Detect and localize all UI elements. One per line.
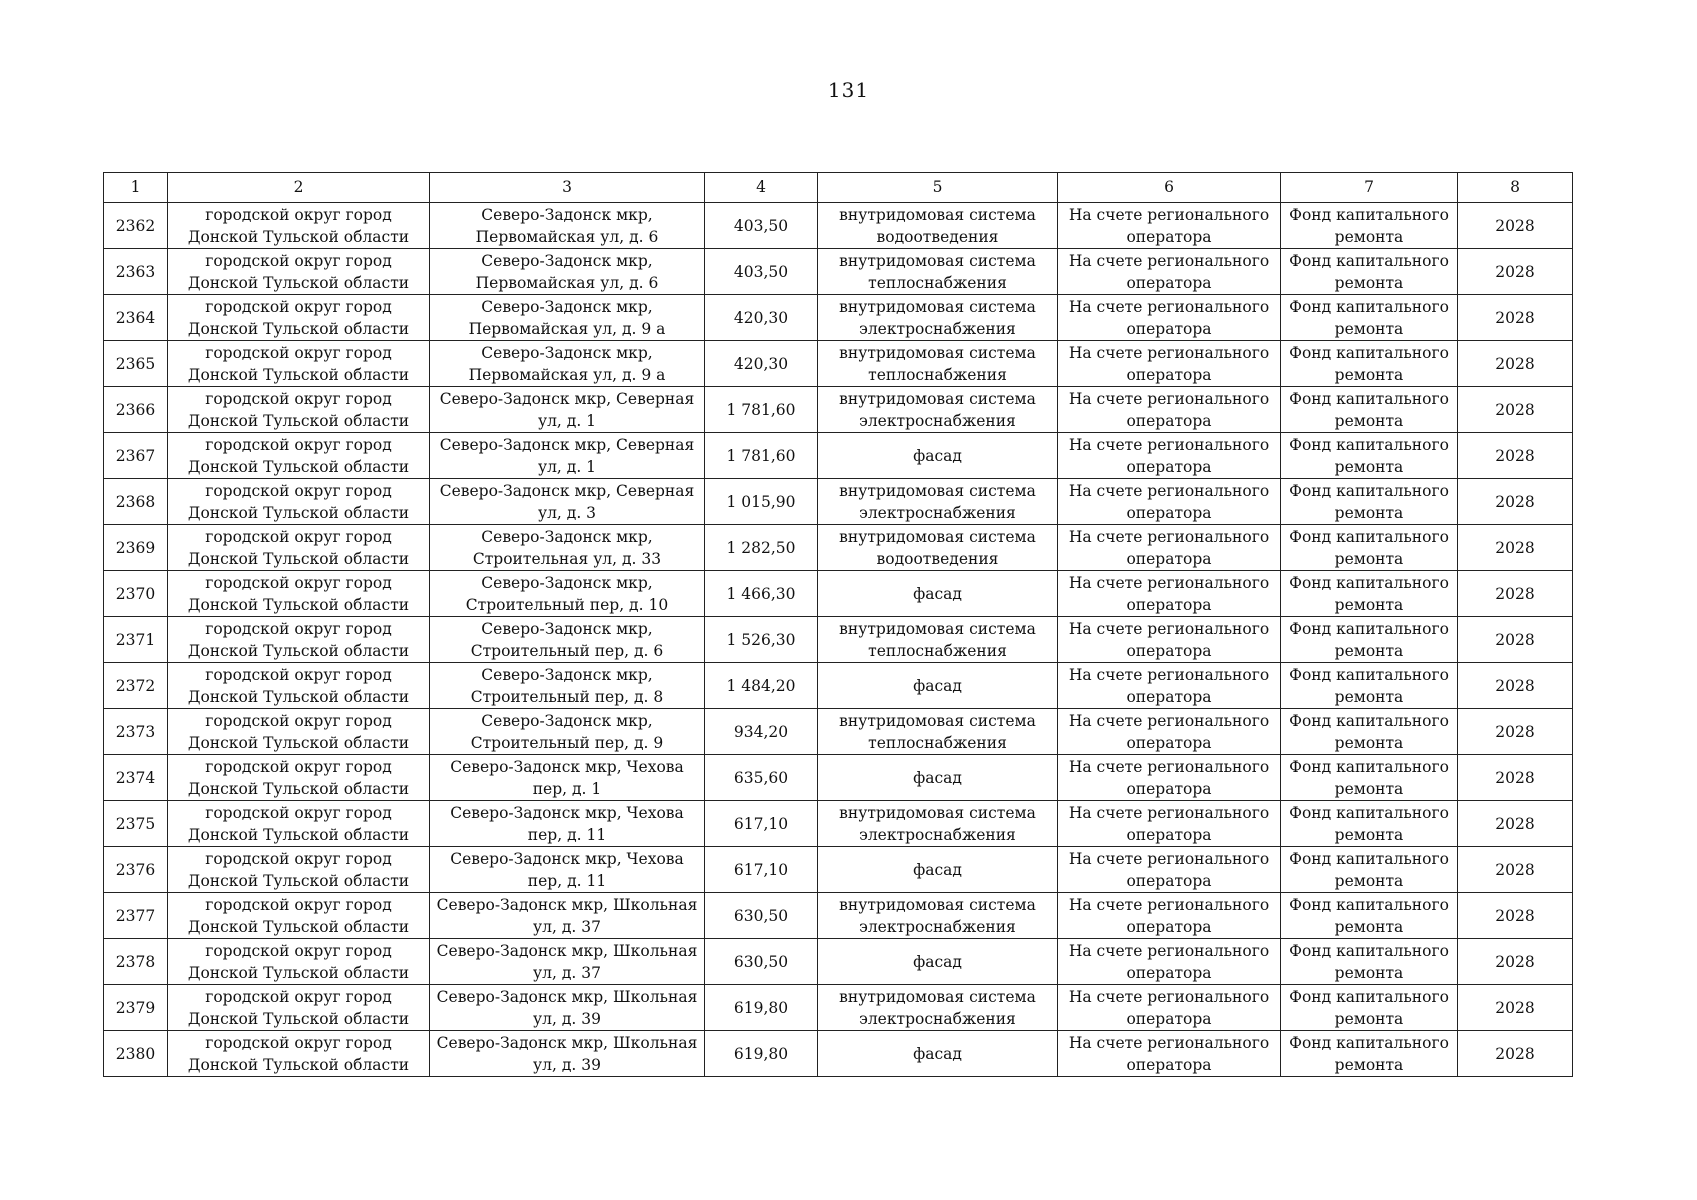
- value-cell: 630,50: [705, 893, 818, 939]
- year-cell: 2028: [1458, 295, 1573, 341]
- funding-source-cell: Фонд капитального ремонта: [1281, 571, 1458, 617]
- account-method-cell: На счете регионального оператора: [1058, 755, 1281, 801]
- column-header: 7: [1281, 173, 1458, 203]
- year-cell: 2028: [1458, 203, 1573, 249]
- value-cell: 1 466,30: [705, 571, 818, 617]
- funding-source-cell: Фонд капитального ремонта: [1281, 249, 1458, 295]
- municipality-cell: городской округ город Донской Тульской области: [168, 295, 430, 341]
- account-method-cell: На счете регионального оператора: [1058, 571, 1281, 617]
- year-cell: 2028: [1458, 985, 1573, 1031]
- table-row: [104, 709, 1573, 755]
- municipality-cell: городской округ город Донской Тульской области: [168, 985, 430, 1031]
- address-cell: Северо-Задонск мкр, Школьная ул, д. 37: [430, 893, 705, 939]
- account-method-cell: На счете регионального оператора: [1058, 663, 1281, 709]
- row-number-cell: 2372: [104, 663, 168, 709]
- value-cell: 1 526,30: [705, 617, 818, 663]
- row-number-cell: 2368: [104, 479, 168, 525]
- year-cell: 2028: [1458, 341, 1573, 387]
- account-method-cell: На счете регионального оператора: [1058, 893, 1281, 939]
- address-cell: Северо-Задонск мкр, Чехова пер, д. 1: [430, 755, 705, 801]
- row-number-cell: 2376: [104, 847, 168, 893]
- table-row: [104, 617, 1573, 663]
- register-table: [103, 172, 1573, 1077]
- value-cell: 1 781,60: [705, 387, 818, 433]
- year-cell: 2028: [1458, 525, 1573, 571]
- value-cell: 630,50: [705, 939, 818, 985]
- table-row: [104, 249, 1573, 295]
- row-number-cell: 2377: [104, 893, 168, 939]
- row-number-cell: 2373: [104, 709, 168, 755]
- year-cell: 2028: [1458, 1031, 1573, 1077]
- funding-source-cell: Фонд капитального ремонта: [1281, 939, 1458, 985]
- municipality-cell: городской округ город Донской Тульской области: [168, 709, 430, 755]
- funding-source-cell: Фонд капитального ремонта: [1281, 893, 1458, 939]
- year-cell: 2028: [1458, 663, 1573, 709]
- value-cell: 403,50: [705, 203, 818, 249]
- table-row: [104, 985, 1573, 1031]
- table-row: [104, 341, 1573, 387]
- work-type-cell: внутридомовая система электроснабжения: [818, 479, 1058, 525]
- funding-source-cell: Фонд капитального ремонта: [1281, 433, 1458, 479]
- work-type-cell: фасад: [818, 755, 1058, 801]
- municipality-cell: городской округ город Донской Тульской области: [168, 203, 430, 249]
- table-row: [104, 525, 1573, 571]
- year-cell: 2028: [1458, 755, 1573, 801]
- year-cell: 2028: [1458, 893, 1573, 939]
- funding-source-cell: Фонд капитального ремонта: [1281, 203, 1458, 249]
- year-cell: 2028: [1458, 801, 1573, 847]
- column-header: 3: [430, 173, 705, 203]
- address-cell: Северо-Задонск мкр, Первомайская ул, д. 6: [430, 249, 705, 295]
- address-cell: Северо-Задонск мкр, Школьная ул, д. 37: [430, 939, 705, 985]
- header-row: [104, 173, 1573, 203]
- work-type-cell: внутридомовая система теплоснабжения: [818, 249, 1058, 295]
- value-cell: 934,20: [705, 709, 818, 755]
- municipality-cell: городской округ город Донской Тульской области: [168, 801, 430, 847]
- year-cell: 2028: [1458, 847, 1573, 893]
- table-row: [104, 433, 1573, 479]
- municipality-cell: городской округ город Донской Тульской области: [168, 249, 430, 295]
- address-cell: Северо-Задонск мкр, Чехова пер, д. 11: [430, 847, 705, 893]
- account-method-cell: На счете регионального оператора: [1058, 985, 1281, 1031]
- address-cell: Северо-Задонск мкр, Строительный пер, д. 10: [430, 571, 705, 617]
- account-method-cell: На счете регионального оператора: [1058, 939, 1281, 985]
- value-cell: 1 282,50: [705, 525, 818, 571]
- municipality-cell: городской округ город Донской Тульской области: [168, 847, 430, 893]
- work-type-cell: фасад: [818, 433, 1058, 479]
- address-cell: Северо-Задонск мкр, Северная ул, д. 3: [430, 479, 705, 525]
- row-number-cell: 2365: [104, 341, 168, 387]
- account-method-cell: На счете регионального оператора: [1058, 295, 1281, 341]
- funding-source-cell: Фонд капитального ремонта: [1281, 617, 1458, 663]
- account-method-cell: На счете регионального оператора: [1058, 525, 1281, 571]
- table-row: [104, 847, 1573, 893]
- table-row: [104, 479, 1573, 525]
- value-cell: 619,80: [705, 1031, 818, 1077]
- row-number-cell: 2379: [104, 985, 168, 1031]
- row-number-cell: 2362: [104, 203, 168, 249]
- funding-source-cell: Фонд капитального ремонта: [1281, 663, 1458, 709]
- address-cell: Северо-Задонск мкр, Первомайская ул, д. 6: [430, 203, 705, 249]
- year-cell: 2028: [1458, 479, 1573, 525]
- value-cell: 1 781,60: [705, 433, 818, 479]
- row-number-cell: 2364: [104, 295, 168, 341]
- municipality-cell: городской округ город Донской Тульской области: [168, 663, 430, 709]
- work-type-cell: внутридомовая система электроснабжения: [818, 985, 1058, 1031]
- row-number-cell: 2366: [104, 387, 168, 433]
- year-cell: 2028: [1458, 387, 1573, 433]
- municipality-cell: городской округ город Донской Тульской области: [168, 525, 430, 571]
- funding-source-cell: Фонд капитального ремонта: [1281, 1031, 1458, 1077]
- year-cell: 2028: [1458, 433, 1573, 479]
- funding-source-cell: Фонд капитального ремонта: [1281, 479, 1458, 525]
- table-row: [104, 755, 1573, 801]
- funding-source-cell: Фонд капитального ремонта: [1281, 387, 1458, 433]
- year-cell: 2028: [1458, 709, 1573, 755]
- table-row: [104, 203, 1573, 249]
- year-cell: 2028: [1458, 249, 1573, 295]
- row-number-cell: 2367: [104, 433, 168, 479]
- address-cell: Северо-Задонск мкр, Школьная ул, д. 39: [430, 985, 705, 1031]
- address-cell: Северо-Задонск мкр, Чехова пер, д. 11: [430, 801, 705, 847]
- account-method-cell: На счете регионального оператора: [1058, 801, 1281, 847]
- value-cell: 635,60: [705, 755, 818, 801]
- value-cell: 1 484,20: [705, 663, 818, 709]
- municipality-cell: городской округ город Донской Тульской области: [168, 1031, 430, 1077]
- work-type-cell: фасад: [818, 1031, 1058, 1077]
- value-cell: 617,10: [705, 801, 818, 847]
- value-cell: 619,80: [705, 985, 818, 1031]
- funding-source-cell: Фонд капитального ремонта: [1281, 847, 1458, 893]
- account-method-cell: На счете регионального оператора: [1058, 249, 1281, 295]
- work-type-cell: внутридомовая система водоотведения: [818, 203, 1058, 249]
- work-type-cell: фасад: [818, 939, 1058, 985]
- work-type-cell: внутридомовая система электроснабжения: [818, 801, 1058, 847]
- value-cell: 617,10: [705, 847, 818, 893]
- municipality-cell: городской округ город Донской Тульской области: [168, 341, 430, 387]
- funding-source-cell: Фонд капитального ремонта: [1281, 801, 1458, 847]
- municipality-cell: городской округ город Донской Тульской области: [168, 387, 430, 433]
- address-cell: Северо-Задонск мкр, Северная ул, д. 1: [430, 433, 705, 479]
- table-body: [104, 203, 1573, 1077]
- year-cell: 2028: [1458, 571, 1573, 617]
- column-header: 6: [1058, 173, 1281, 203]
- address-cell: Северо-Задонск мкр, Школьная ул, д. 39: [430, 1031, 705, 1077]
- table-row: [104, 387, 1573, 433]
- address-cell: Северо-Задонск мкр, Строительная ул, д. 33: [430, 525, 705, 571]
- column-header: 8: [1458, 173, 1573, 203]
- work-type-cell: внутридомовая система электроснабжения: [818, 387, 1058, 433]
- account-method-cell: На счете регионального оператора: [1058, 1031, 1281, 1077]
- table-header: [104, 173, 1573, 203]
- account-method-cell: На счете регионального оператора: [1058, 617, 1281, 663]
- work-type-cell: внутридомовая система электроснабжения: [818, 295, 1058, 341]
- value-cell: 1 015,90: [705, 479, 818, 525]
- account-method-cell: На счете регионального оператора: [1058, 433, 1281, 479]
- work-type-cell: фасад: [818, 847, 1058, 893]
- funding-source-cell: Фонд капитального ремонта: [1281, 709, 1458, 755]
- row-number-cell: 2370: [104, 571, 168, 617]
- column-header: 2: [168, 173, 430, 203]
- column-header: 5: [818, 173, 1058, 203]
- account-method-cell: На счете регионального оператора: [1058, 847, 1281, 893]
- account-method-cell: На счете регионального оператора: [1058, 203, 1281, 249]
- account-method-cell: На счете регионального оператора: [1058, 341, 1281, 387]
- row-number-cell: 2369: [104, 525, 168, 571]
- municipality-cell: городской округ город Донской Тульской области: [168, 939, 430, 985]
- row-number-cell: 2374: [104, 755, 168, 801]
- municipality-cell: городской округ город Донской Тульской области: [168, 571, 430, 617]
- address-cell: Северо-Задонск мкр, Северная ул, д. 1: [430, 387, 705, 433]
- work-type-cell: фасад: [818, 663, 1058, 709]
- work-type-cell: фасад: [818, 571, 1058, 617]
- value-cell: 420,30: [705, 295, 818, 341]
- work-type-cell: внутридомовая система теплоснабжения: [818, 341, 1058, 387]
- municipality-cell: городской округ город Донской Тульской области: [168, 617, 430, 663]
- account-method-cell: На счете регионального оператора: [1058, 387, 1281, 433]
- funding-source-cell: Фонд капитального ремонта: [1281, 341, 1458, 387]
- address-cell: Северо-Задонск мкр, Строительный пер, д. 9: [430, 709, 705, 755]
- work-type-cell: внутридомовая система теплоснабжения: [818, 617, 1058, 663]
- row-number-cell: 2363: [104, 249, 168, 295]
- work-type-cell: внутридомовая система теплоснабжения: [818, 709, 1058, 755]
- row-number-cell: 2378: [104, 939, 168, 985]
- value-cell: 420,30: [705, 341, 818, 387]
- funding-source-cell: Фонд капитального ремонта: [1281, 525, 1458, 571]
- year-cell: 2028: [1458, 939, 1573, 985]
- municipality-cell: городской округ город Донской Тульской области: [168, 479, 430, 525]
- table-row: [104, 1031, 1573, 1077]
- funding-source-cell: Фонд капитального ремонта: [1281, 755, 1458, 801]
- table-row: [104, 801, 1573, 847]
- municipality-cell: городской округ город Донской Тульской области: [168, 893, 430, 939]
- row-number-cell: 2371: [104, 617, 168, 663]
- table-row: [104, 939, 1573, 985]
- table-row: [104, 571, 1573, 617]
- column-header: 4: [705, 173, 818, 203]
- value-cell: 403,50: [705, 249, 818, 295]
- work-type-cell: внутридомовая система водоотведения: [818, 525, 1058, 571]
- funding-source-cell: Фонд капитального ремонта: [1281, 985, 1458, 1031]
- municipality-cell: городской округ город Донской Тульской области: [168, 755, 430, 801]
- municipality-cell: городской округ город Донской Тульской области: [168, 433, 430, 479]
- address-cell: Северо-Задонск мкр, Первомайская ул, д. 9 а: [430, 295, 705, 341]
- row-number-cell: 2375: [104, 801, 168, 847]
- funding-source-cell: Фонд капитального ремонта: [1281, 295, 1458, 341]
- work-type-cell: внутридомовая система электроснабжения: [818, 893, 1058, 939]
- row-number-cell: 2380: [104, 1031, 168, 1077]
- column-header: 1: [104, 173, 168, 203]
- address-cell: Северо-Задонск мкр, Строительный пер, д. 8: [430, 663, 705, 709]
- table-row: [104, 295, 1573, 341]
- year-cell: 2028: [1458, 617, 1573, 663]
- table-row: [104, 893, 1573, 939]
- account-method-cell: На счете регионального оператора: [1058, 479, 1281, 525]
- page-number: 131: [827, 78, 870, 102]
- address-cell: Северо-Задонск мкр, Строительный пер, д. 6: [430, 617, 705, 663]
- account-method-cell: На счете регионального оператора: [1058, 709, 1281, 755]
- address-cell: Северо-Задонск мкр, Первомайская ул, д. 9 а: [430, 341, 705, 387]
- table-row: [104, 663, 1573, 709]
